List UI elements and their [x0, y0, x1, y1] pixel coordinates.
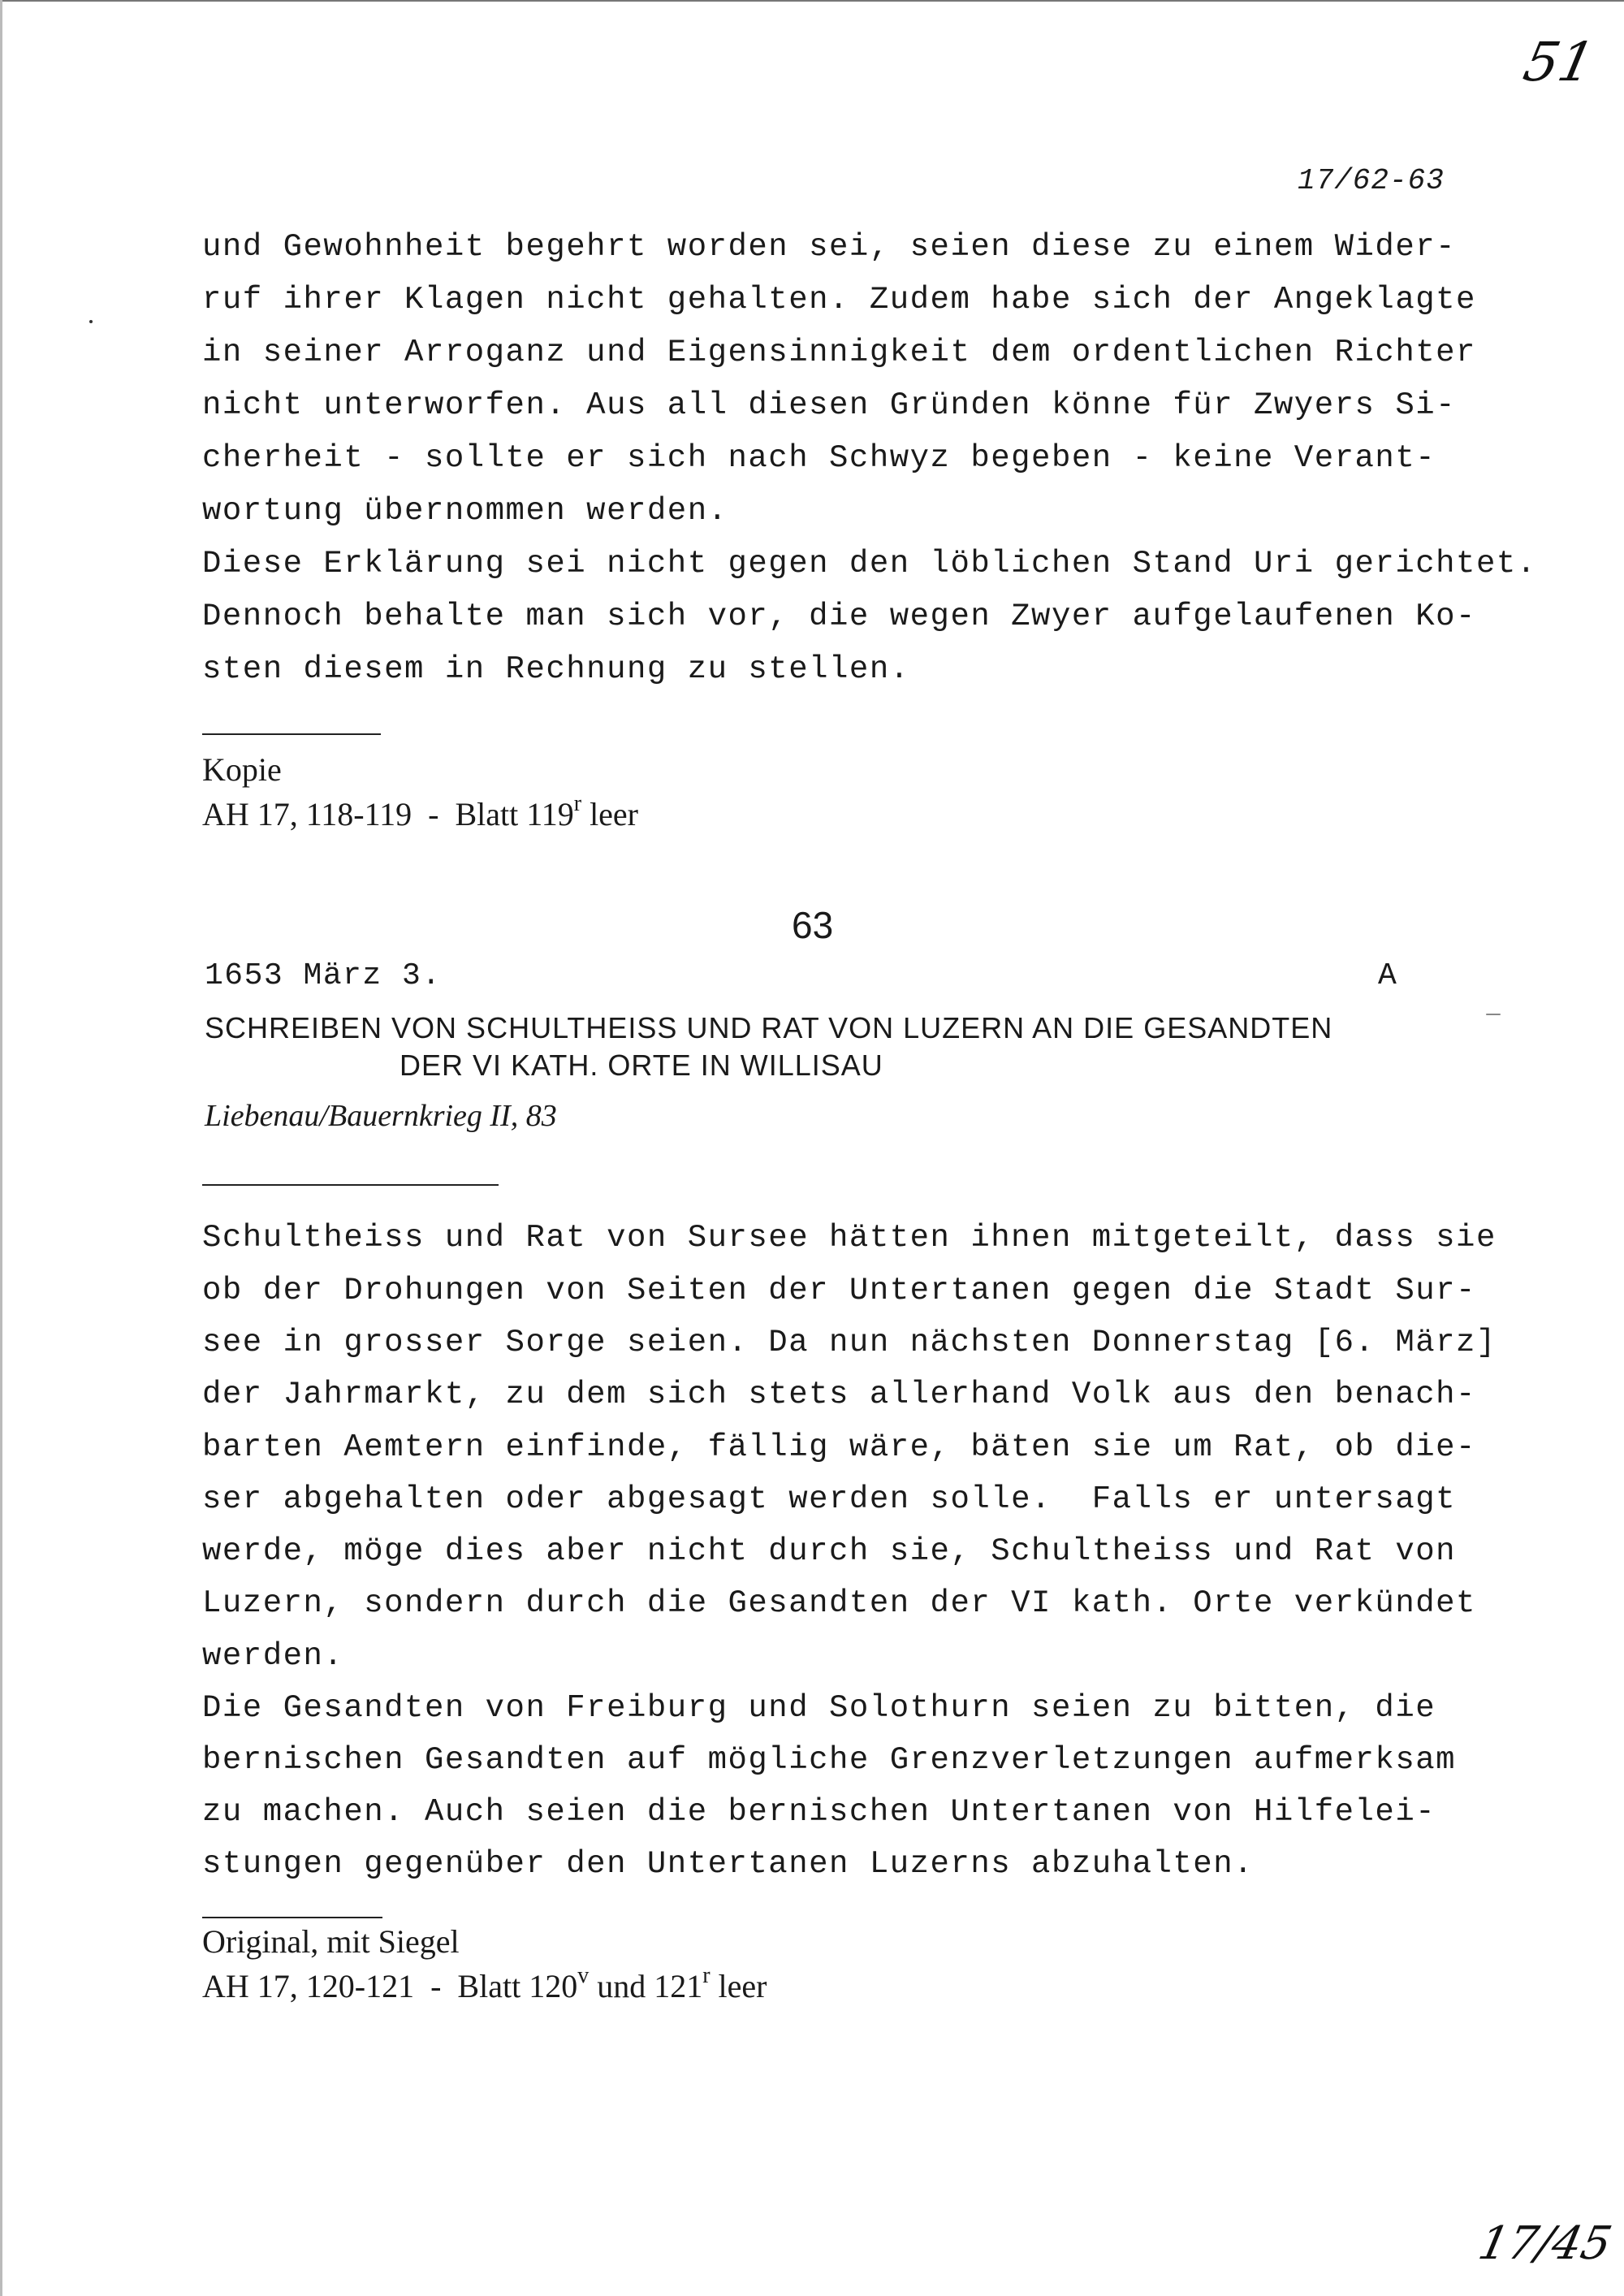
document-number: 63: [792, 904, 834, 946]
title-line-2: DER VI KATH. ORTE IN WILLISAU: [400, 1049, 883, 1082]
title-line-1: SCHREIBEN VON SCHULTHEISS UND RAT VON LUZERN AN DIE GESANDTEN: [205, 1011, 1333, 1044]
document-date: 1653 März 3.: [205, 958, 442, 993]
source-divider: [202, 1917, 382, 1918]
text-line: Schultheiss und Rat von Sursee hätten ihnen mitgeteilt, dass sie: [202, 1220, 1497, 1256]
folio-side: v: [577, 1963, 590, 1988]
text-line: stungen gegenüber den Untertanen Luzerns abzuhalten.: [202, 1846, 1254, 1882]
text-line: werden.: [202, 1638, 344, 1674]
source-divider: [202, 733, 381, 735]
scan-speck: [89, 320, 93, 323]
text-line: ruf ihrer Klagen nicht gehalten. Zudem habe sich der Angeklagte: [202, 282, 1476, 318]
text-line: cherheit - sollte er sich nach Schwyz begeben - keine Verant-: [202, 440, 1436, 476]
text-line: werde, möge dies aber nicht durch sie, Schultheiss und Rat von: [202, 1533, 1457, 1569]
heading-divider: [202, 1184, 499, 1186]
text-line: sten diesem in Rechnung zu stellen.: [202, 651, 910, 687]
text-line: Diese Erklärung sei nicht gegen den löblichen Stand Uri gerichtet.: [202, 546, 1537, 582]
scan-left-edge: [0, 0, 2, 2296]
text-line: der Jahrmarkt, zu dem sich stets allerhand Volk aus den benach-: [202, 1377, 1476, 1412]
text-line: wortung übernommen werden.: [202, 493, 728, 529]
text-line: zu machen. Auch seien die bernischen Untertanen von Hilfelei-: [202, 1794, 1436, 1830]
source-ref-text: AH 17, 118-119 - Blatt 119: [202, 796, 574, 832]
text-line: Luzern, sondern durch die Gesandten der VI kath. Orte verkündet: [202, 1585, 1476, 1621]
text-line: nicht unterworfen. Aus all diesen Gründen könne für Zwyers Si-: [202, 387, 1457, 423]
document-classification: A: [1378, 958, 1397, 993]
scan-top-edge: [0, 0, 1624, 2]
handwritten-folio: 17/45: [1474, 2217, 1617, 2270]
source-ref-text: AH 17, 120-121 - Blatt 120: [202, 1968, 578, 2004]
text-line: bernischen Gesandten auf mögliche Grenzverletzungen aufmerksam: [202, 1742, 1457, 1778]
handwritten-page-number: 51: [1518, 31, 1600, 93]
source-tail: leer: [581, 796, 639, 832]
text-line: Die Gesandten von Freiburg und Solothurn seien zu bitten, die: [202, 1690, 1436, 1726]
doc62-source-ref: [202, 787, 638, 832]
folio-side: r: [573, 791, 582, 816]
source-mid: und 121: [589, 1968, 703, 2004]
text-line: ob der Drohungen von Seiten der Untertanen gegen die Stadt Sur-: [202, 1273, 1476, 1308]
source-tail: leer: [710, 1968, 767, 2004]
text-line: ser abgehalten oder abgesagt werden solle. Falls er untersagt: [202, 1481, 1457, 1517]
text-line: see in grosser Sorge seien. Da nun nächsten Donnerstag [6. März]: [202, 1325, 1497, 1360]
document-reference: 17/62-63: [1298, 164, 1445, 197]
doc62-source-type: Kopie: [202, 751, 282, 788]
document-title: [205, 1010, 1332, 1084]
text-line: barten Aemtern einfinde, fällig wäre, bäten sie um Rat, ob die-: [202, 1429, 1476, 1465]
text-line: in seiner Arroganz und Eigensinnigkeit dem ordentlichen Richter: [202, 335, 1476, 370]
literature-reference: Liebenau/Bauernkrieg II, 83: [205, 1099, 557, 1133]
folio-side: r: [702, 1963, 710, 1988]
scan-mark: [1486, 1014, 1501, 1015]
doc63-source-type: Original, mit Siegel: [202, 1923, 460, 1960]
doc63-source-ref: [202, 1959, 767, 2004]
text-line: Dennoch behalte man sich vor, die wegen Zwyer aufgelaufenen Ko-: [202, 599, 1476, 634]
text-line: und Gewohnheit begehrt worden sei, seien diese zu einem Wider-: [202, 229, 1457, 265]
